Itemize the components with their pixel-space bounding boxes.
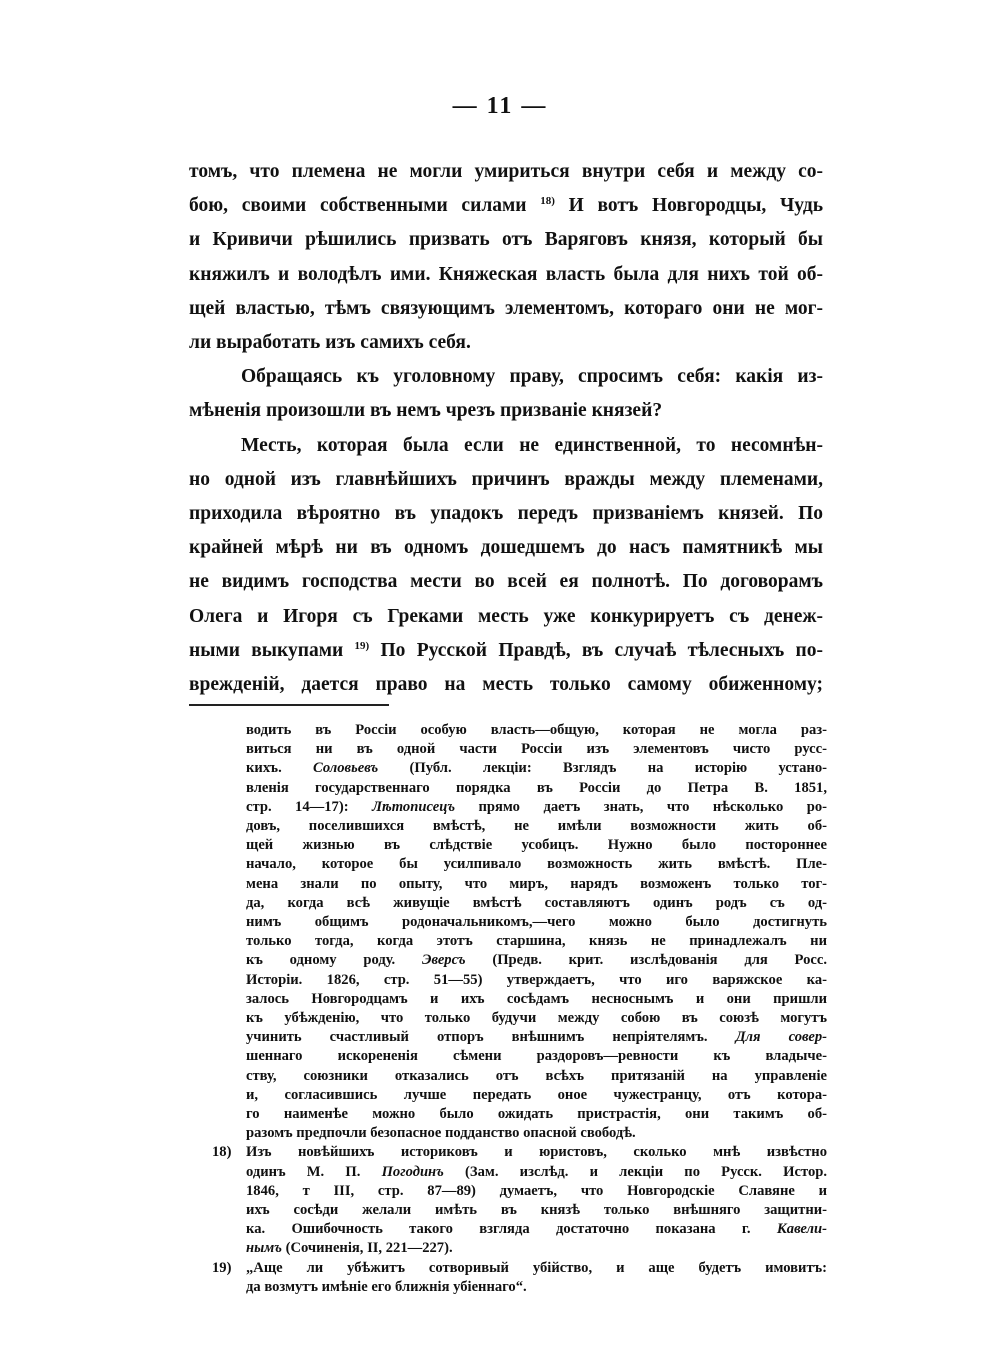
- text-line: княжилъ и володѣлъ ими. Княжеская власть была для нихъ той об-: [189, 263, 823, 285]
- text-line: крайней мѣрѣ ни въ одномъ дошедшемъ до насъ памятникѣ мы: [189, 537, 823, 559]
- paragraph-start: Месть, которая была если не единственной, то несомнѣн-: [241, 434, 823, 456]
- footnote-number: 18): [212, 1144, 232, 1161]
- text-line: ными выкупами $^{19)}$ По Русской Правдѣ, въ случаѣ тѣлесныхъ по-: [189, 639, 823, 661]
- footnotes: [212, 721, 827, 1297]
- text-line: но одной изъ главнѣйшихъ причинъ вражды между племенами,: [189, 468, 823, 490]
- page-number: — 11 —: [452, 93, 548, 119]
- text-line: томъ, что племена не могли умириться внутри себя и между со-: [189, 161, 823, 182]
- text-line: не видимъ господства мести во всей ея полнотѣ. По договорамъ: [189, 571, 823, 593]
- footnote-number: 19): [212, 1259, 232, 1276]
- text-line: и Кривичи рѣшились призвать отъ Варяговъ князя, который бы: [189, 229, 823, 251]
- author-name: Эверсъ: [421, 952, 466, 969]
- footnote-18: 18) Изъ новѣйшихъ историковъ и юристовъ, сколько мнѣ извѣстно одинъ М. П. Погодинъ (Зам. изслѣд. и лекціи по Русск. Истор. 1846, т III, стр. 87—89) думаетъ, что Новгородскіе Славяне и ихъ сосѣди желали имѣть въ князѣ только внѣшняго защитни- ка. Ошибочность такого взгляда достаточно показана г. Кавели- нымъ (Сочиненія, II, 221—227).: [212, 1144, 827, 1257]
- footnote-19: 19) „Аще ли убѣжитъ сотворивый убійство, и аще будетъ имовитъ: да возмутъ имѣніе его ближнія убіеннаго“.: [212, 1259, 827, 1295]
- author-name: Лѣтописецъ: [372, 798, 456, 815]
- footnote-ref-18[interactable]: 18): [540, 195, 555, 208]
- paragraph-start: Обращаясь къ уголовному праву, спросимъ себя: какія из-: [241, 366, 823, 388]
- author-name: Соловьевъ: [313, 760, 379, 777]
- text-line: врежденій, дается право на месть только самому обиженному;: [189, 674, 823, 696]
- text-line: Олега и Игоря съ Греками месть уже конкурируетъ съ денеж-: [189, 605, 823, 627]
- author-name: Кавели-: [776, 1221, 827, 1238]
- text-line: щей властью, тѣмъ связующимъ элементомъ, котораго они не мог-: [189, 297, 823, 319]
- footnote-separator: [189, 704, 389, 706]
- text-line: приходила вѣроятно въ упадокъ передъ призваніемъ князей. По: [189, 503, 823, 525]
- text-line: мѣненія произошли въ немъ чрезъ призваніе князей?: [189, 400, 663, 422]
- text-line: ли выработать изъ самихъ себя.: [189, 332, 471, 354]
- footnote-ref-19[interactable]: 19): [354, 639, 370, 652]
- author-name: Погодинъ: [381, 1163, 444, 1180]
- main-text: [189, 155, 823, 702]
- text-line: бою, своими собственными силами $^{18)}$ И вотъ Новгородцы, Чудь: [189, 195, 823, 217]
- footnote-17-continuation: водить въ Россіи особую власть—общую, которая не могла раз- виться ни въ одной части Россіи изъ элементовъ чисто русс- кихъ. Соловьевъ (Публ. лекціи: Взглядъ на исторію устано- вленія государственнаго порядка въ Россіи до Петра В. 1851, стр. 14—17): Лѣтописецъ прямо даетъ знать, что нѣсколько ро- довъ, поселившихся вмѣстѣ, не имѣли возможности жить об- щей жизнью въ слѣдствіе усобицъ. Нужно было постороннее начало, которое бы усилпивало возможность жить вмѣстѣ. Пле- мена знали по опыту, что миръ, нарядъ возможенъ только тог- да, когда всѣ живущіе вмѣстѣ составляютъ одинъ родъ съ од- нимъ общимъ родоначальникомъ,—чего можно было достигнуть только тогда, когда этотъ старшина, князь не принадлежалъ ни къ одному роду. Эверсъ (Предв. крит. изслѣдованія для Росс. Исторіи. 1826, стр. 51—55) утверждаетъ, что иго варяжское ка- залось Новгородцамъ и ихъ сосѣдамъ несноснымъ и они пришли къ убѣжденію, что только будучи между собою въ союзѣ могутъ учинить счастливый отпоръ внѣшнимъ непріятелямъ. Для совер- шеннаго искорененія сѣмени раздоровъ—ревности къ владыче- ству, союзники отказались отъ всѣхъ притязаній на управленіе и, согласившись лучше передать оное чужестранцу, отъ котора- го наименѣе можно было ожидать пристрастія, они такимъ об- разомъ предпочли безопасное подданство опасной свободѣ.: [246, 722, 828, 1142]
